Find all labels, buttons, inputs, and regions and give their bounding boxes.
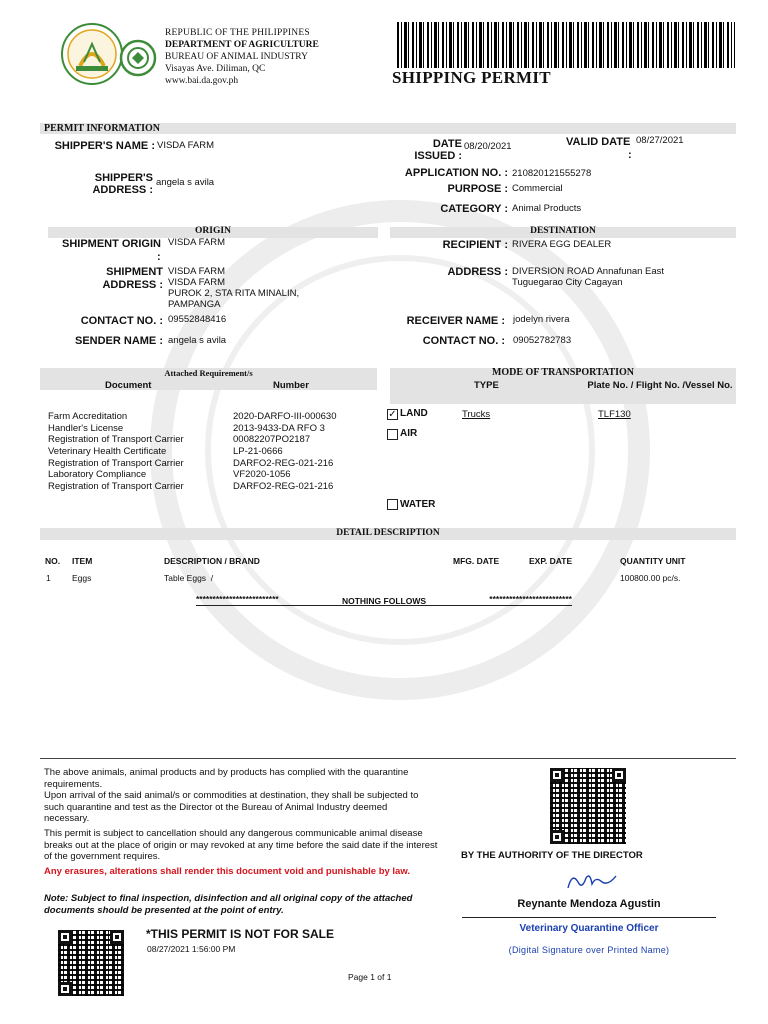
destination-heading: DESTINATION	[530, 226, 596, 236]
nothing-follows-line	[196, 594, 572, 606]
shipper-name-label: SHIPPER'S NAME :	[54, 140, 155, 152]
requirements-heading: Attached Requirement/s	[164, 368, 253, 378]
origin-contact-label: CONTACT NO. :	[80, 315, 163, 327]
transport-heading: MODE OF TRANSPORTATION	[491, 367, 635, 378]
category-value: Animal Products	[512, 203, 582, 214]
detail-row-item: Eggs	[72, 573, 92, 583]
footer-divider	[40, 758, 736, 759]
void-warning: Any erasures, alterations shall render this document void and punishable by law.	[44, 866, 411, 877]
date-issued-value: 08/20/2021	[464, 141, 512, 152]
valid-date-label: VALID DATE	[566, 136, 631, 148]
detail-col-item: ITEM	[72, 556, 93, 566]
printed-timestamp: 08/27/2021 1:56:00 PM	[147, 944, 236, 954]
not-for-sale-notice: *THIS PERMIT IS NOT FOR SALE	[146, 927, 335, 941]
receiver-name-value: jodelyn rivera	[513, 314, 570, 325]
shipper-address-label-1: SHIPPER'S	[94, 172, 153, 184]
category-label: CATEGORY :	[440, 203, 508, 215]
requirement-doc-2: Handler's License	[48, 423, 124, 434]
application-no-label: APPLICATION NO. :	[404, 167, 508, 179]
requirement-num-7: DARFO2-REG-021-216	[233, 481, 334, 492]
permit-barcode	[397, 22, 735, 68]
qr-finder-tr	[110, 930, 124, 944]
qr-finder-tl	[58, 930, 72, 944]
inspection-note: Note: Subject to final inspection, disinfection and all original copy of the attached documents should be presented at the point of entry.	[44, 893, 413, 916]
nothing-follows-stars-left: *************************	[196, 594, 279, 604]
sender-name-label: SENDER NAME :	[74, 335, 163, 347]
signatory-underline	[462, 917, 716, 918]
valid-date-colon: :	[628, 149, 632, 161]
detail-heading: DETAIL DESCRIPTION	[336, 528, 440, 538]
detail-col-no: NO.	[45, 556, 61, 566]
sender-name-value: angela s avila	[168, 335, 227, 346]
date-issued-label-1: DATE	[432, 138, 462, 150]
origin-contact-value: 09552848416	[168, 314, 227, 325]
air-checkbox[interactable]	[387, 429, 398, 440]
shipper-name-value: VISDA FARM	[157, 140, 215, 151]
signatory-name: Reynante Mendoza Agustin	[517, 898, 661, 910]
water-checkbox[interactable]	[387, 499, 398, 510]
page-number: Page 1 of 1	[348, 972, 392, 982]
detail-col-mfg: MFG. DATE	[453, 556, 500, 566]
requirements-col-document: Document	[105, 380, 152, 391]
requirement-doc-1: Farm Accreditation	[48, 411, 128, 422]
terms-paragraph-3: This permit is subject to cancellation should any dangerous communicable animal disease breaks out at the place of origin or may revoked at any time before the said date if the interest of the government requires.	[44, 828, 438, 862]
page-title: SHIPPING PERMIT	[392, 68, 551, 87]
shipment-address-label-1: SHIPMENT	[106, 266, 163, 278]
land-plate-value: TLF130	[598, 409, 631, 420]
header-line-department: DEPARTMENT OF AGRICULTURE	[165, 40, 319, 50]
purpose-label: PURPOSE :	[447, 183, 508, 195]
qr-finder-tl	[550, 768, 564, 782]
valid-date-value: 08/27/2021	[636, 135, 684, 146]
requirement-num-5: DARFO2-REG-021-216	[233, 458, 334, 469]
agency-logo	[60, 22, 160, 86]
terms-paragraph-2: Upon arrival of the said animal/s or commodities at destination, they shall be subjected to such quarantine and test as the Director ot the Bureau of Animal Industry deemed necessary.	[44, 790, 419, 824]
nothing-follows-text: NOTHING FOLLOWS	[341, 596, 427, 606]
date-issued-label-2: ISSUED :	[414, 150, 462, 162]
shipper-address-value: angela s avila	[156, 177, 215, 188]
destination-contact-value: 09052782783	[513, 335, 572, 346]
requirement-doc-5: Registration of Transport Carrier	[48, 458, 184, 469]
detail-row-desc: Table Eggs /	[164, 573, 214, 583]
requirement-num-6: VF2020-1056	[233, 469, 291, 480]
destination-address-label: ADDRESS :	[447, 266, 508, 278]
requirement-doc-6: Laboratory Compliance	[48, 469, 147, 480]
officer-signature	[562, 868, 622, 894]
destination-address-line-1: DIVERSION ROAD Annafunan East	[512, 266, 665, 277]
detail-col-desc: DESCRIPTION / BRAND	[164, 556, 260, 566]
recipient-value: RIVERA EGG DEALER	[512, 239, 612, 250]
shipment-origin-label: SHIPMENT ORIGIN	[61, 238, 161, 250]
land-label: LAND	[400, 408, 428, 419]
shipper-address-label-2: ADDRESS :	[92, 184, 153, 196]
signature-note: (Digital Signature over Printed Name)	[508, 945, 670, 955]
land-type-value: Trucks	[462, 409, 491, 420]
requirement-num-1: 2020-DARFO-III-000630	[233, 411, 337, 422]
terms-paragraph-1: The above animals, animal products and by products has complied with the quarantine requirements.	[44, 767, 409, 790]
requirement-doc-3: Registration of Transport Carrier	[48, 434, 184, 445]
permit-qr-code	[58, 930, 124, 996]
destination-contact-label: CONTACT NO. :	[422, 335, 505, 347]
authority-text: BY THE AUTHORITY OF THE DIRECTOR	[461, 850, 643, 861]
header-line-republic: REPUBLIC OF THE PHILIPPINES	[165, 28, 310, 38]
requirement-doc-7: Registration of Transport Carrier	[48, 481, 184, 492]
air-label: AIR	[400, 428, 418, 439]
qr-finder-tr	[612, 768, 626, 782]
shipment-address-line-4: PAMPANGA	[168, 299, 221, 310]
shipment-address-label-2: ADDRESS :	[102, 279, 163, 291]
header-line-bureau: BUREAU OF ANIMAL INDUSTRY	[165, 52, 308, 62]
permit-info-heading: PERMIT INFORMATION	[44, 123, 161, 134]
recipient-label: RECIPIENT :	[442, 239, 508, 251]
purpose-value: Commercial	[512, 183, 563, 194]
transport-col-plate: Plate No. / Flight No. /Vessel No.	[587, 380, 733, 391]
signatory-title: Veterinary Quarantine Officer	[519, 923, 659, 934]
header-line-address: Visayas Ave. Diliman, QC	[165, 64, 266, 74]
detail-row-no: 1	[46, 573, 51, 583]
detail-row-qty: 100800.00 pc/s.	[620, 573, 681, 583]
land-checkbox[interactable]: ✓	[388, 409, 397, 420]
qr-finder-bl	[58, 982, 72, 996]
water-label: WATER	[400, 499, 436, 510]
shipment-origin-colon: :	[157, 251, 161, 263]
requirement-doc-4: Veterinary Health Certificate	[48, 446, 167, 457]
shipment-origin-value: VISDA FARM	[168, 237, 226, 248]
nothing-follows-stars-right: *************************	[489, 594, 572, 604]
detail-col-exp: EXP. DATE	[529, 556, 573, 566]
receiver-name-label: RECEIVER NAME :	[406, 315, 505, 327]
requirements-col-number: Number	[273, 380, 309, 391]
qr-finder-bl	[550, 830, 564, 844]
shipment-address-line-3: PUROK 2, STA RITA MINALIN,	[168, 288, 300, 299]
header-line-website: www.bai.da.gov.ph	[165, 76, 239, 86]
verification-qr-code	[550, 768, 626, 844]
transport-col-type: TYPE	[474, 380, 499, 391]
destination-address-line-2: Tuguegarao City Cagayan	[512, 277, 623, 288]
application-no-value: 210820121555278	[512, 168, 592, 179]
requirement-num-4: LP-21-0666	[233, 446, 283, 457]
shipment-address-line-1: VISDA FARM	[168, 266, 226, 277]
requirement-num-3: 00082207PO2187	[233, 434, 311, 445]
shipment-address-line-2: VISDA FARM	[168, 277, 226, 288]
requirement-num-2: 2013-9433-DA RFO 3	[233, 423, 325, 434]
detail-col-qty: QUANTITY UNIT	[620, 556, 686, 566]
origin-heading: ORIGIN	[195, 226, 231, 236]
